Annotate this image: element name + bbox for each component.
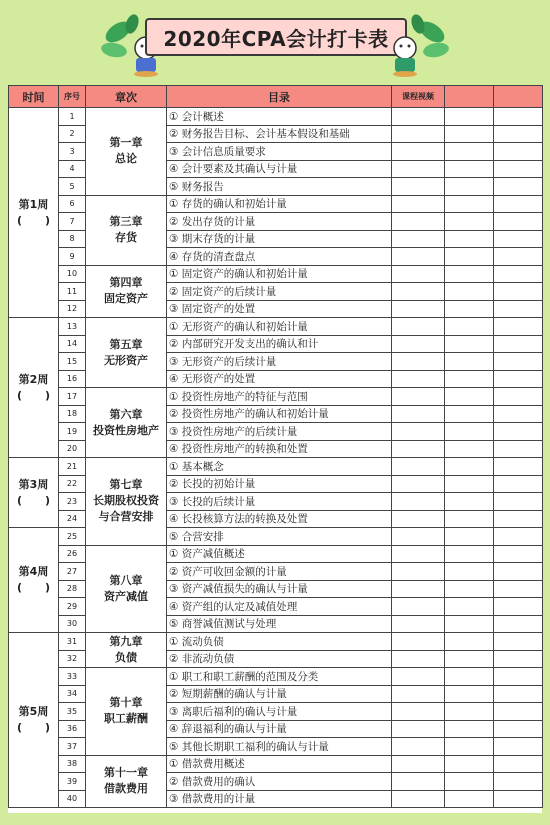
checkin-cell[interactable] — [445, 370, 494, 388]
row-index: 1 — [59, 108, 86, 126]
chapter-title: 资产减值 — [104, 589, 148, 603]
checkin-cell[interactable] — [494, 738, 543, 756]
chapter-cell — [86, 458, 167, 546]
checkin-cell[interactable] — [494, 720, 543, 738]
contents-item: ① 无形资产的确认和初始计量 — [167, 318, 392, 336]
chapter-cell — [86, 108, 167, 196]
course-video-checkbox-cell[interactable] — [392, 160, 445, 178]
contents-item: ① 固定资产的确认和初始计量 — [167, 265, 392, 283]
contents-item: ② 财务报告目标、会计基本假设和基础 — [167, 125, 392, 143]
chapter-cell — [86, 755, 167, 808]
table-row — [9, 265, 543, 283]
checkin-cell[interactable] — [445, 388, 494, 406]
contents-item: ③ 借款费用的计量 — [167, 790, 392, 808]
contents-item: ③ 离职后福利的确认与计量 — [167, 703, 392, 721]
contents-item: ② 长投的初始计量 — [167, 475, 392, 493]
checkin-cell[interactable] — [494, 545, 543, 563]
chapter-cell — [86, 633, 167, 668]
checkin-cell[interactable] — [445, 720, 494, 738]
table-row — [9, 668, 543, 686]
checkin-cell[interactable] — [494, 668, 543, 686]
checkin-cell[interactable] — [494, 248, 543, 266]
checkin-cell[interactable] — [445, 300, 494, 318]
row-index: 23 — [59, 493, 86, 511]
checkin-cell[interactable] — [445, 405, 494, 423]
checkin-cell[interactable] — [494, 563, 543, 581]
row-index: 30 — [59, 615, 86, 633]
checkin-cell[interactable] — [445, 668, 494, 686]
checkin-cell[interactable] — [494, 580, 543, 598]
chapter-title: 负债 — [115, 651, 137, 664]
course-video-checkbox-cell[interactable] — [392, 335, 445, 353]
course-video-checkbox-cell[interactable] — [392, 440, 445, 458]
row-index: 21 — [59, 458, 86, 476]
course-video-checkbox-cell[interactable] — [392, 283, 445, 301]
row-index: 14 — [59, 335, 86, 353]
checkin-cell[interactable] — [494, 300, 543, 318]
course-video-checkbox-cell[interactable] — [392, 230, 445, 248]
checkin-sheet — [8, 85, 542, 813]
checkin-cell[interactable] — [445, 755, 494, 773]
checkin-cell[interactable] — [494, 335, 543, 353]
week-cell — [9, 108, 59, 318]
contents-item: ③ 资产减值损失的确认与计量 — [167, 580, 392, 598]
course-video-checkbox-cell[interactable] — [392, 668, 445, 686]
chapter-title-line2: 与合营安排 — [98, 510, 154, 524]
table-row — [9, 318, 543, 336]
row-index: 5 — [59, 178, 86, 196]
header-chapter: 章次 — [86, 86, 167, 108]
row-index: 4 — [59, 160, 86, 178]
checkin-cell[interactable] — [445, 493, 494, 511]
contents-item: ① 基本概念 — [167, 458, 392, 476]
course-video-checkbox-cell[interactable] — [392, 580, 445, 598]
row-index: 38 — [59, 755, 86, 773]
course-video-checkbox-cell[interactable] — [392, 423, 445, 441]
checkin-cell[interactable] — [445, 510, 494, 528]
page-title: 2020年CPA会计打卡表 — [163, 26, 389, 51]
checkin-cell[interactable] — [494, 790, 543, 808]
chapter-title: 长期股权投资 — [93, 494, 159, 508]
chapter-cell — [86, 318, 167, 388]
course-video-checkbox-cell[interactable] — [392, 125, 445, 143]
title-banner — [145, 18, 407, 56]
course-video-checkbox-cell[interactable] — [392, 108, 445, 126]
table-row — [9, 458, 543, 476]
course-video-checkbox-cell[interactable] — [392, 493, 445, 511]
week-cell — [9, 318, 59, 458]
checkin-cell[interactable] — [494, 143, 543, 161]
checkin-cell[interactable] — [494, 283, 543, 301]
row-index: 37 — [59, 738, 86, 756]
contents-item: ② 短期薪酬的确认与计量 — [167, 685, 392, 703]
checkin-cell[interactable] — [494, 440, 543, 458]
course-video-checkbox-cell[interactable] — [392, 143, 445, 161]
course-video-checkbox-cell[interactable] — [392, 178, 445, 196]
course-video-checkbox-cell[interactable] — [392, 790, 445, 808]
checkin-cell[interactable] — [445, 440, 494, 458]
checkin-cell[interactable] — [494, 108, 543, 126]
row-index: 26 — [59, 545, 86, 563]
row-index: 22 — [59, 475, 86, 493]
course-video-checkbox-cell[interactable] — [392, 318, 445, 336]
checkin-cell[interactable] — [494, 370, 543, 388]
chapter-number: 第六章 — [109, 407, 143, 421]
contents-item: ④ 长投核算方法的转换及处置 — [167, 510, 392, 528]
checkin-cell[interactable] — [494, 703, 543, 721]
row-index: 16 — [59, 370, 86, 388]
checkin-cell[interactable] — [494, 423, 543, 441]
contents-item: ② 借款费用的确认 — [167, 773, 392, 791]
checkin-cell[interactable] — [494, 528, 543, 546]
chapter-title: 总论 — [115, 152, 137, 166]
row-index: 34 — [59, 685, 86, 703]
row-index: 17 — [59, 388, 86, 406]
table-row — [9, 545, 543, 563]
row-index: 18 — [59, 405, 86, 423]
checkin-cell[interactable] — [494, 773, 543, 791]
contents-item: ④ 存货的清查盘点 — [167, 248, 392, 266]
checkin-cell[interactable] — [445, 423, 494, 441]
row-index: 8 — [59, 230, 86, 248]
checkin-cell[interactable] — [445, 143, 494, 161]
chapter-title: 投资性房地产 — [93, 423, 159, 437]
checkin-cell[interactable] — [445, 790, 494, 808]
table-row — [9, 195, 543, 213]
plant-mascot-right-decoration — [375, 12, 450, 84]
contents-item: ③ 会计信息质量要求 — [167, 143, 392, 161]
checkin-cell[interactable] — [494, 160, 543, 178]
contents-item: ② 投资性房地产的确认和初始计量 — [167, 405, 392, 423]
row-index: 20 — [59, 440, 86, 458]
course-video-checkbox-cell[interactable] — [392, 703, 445, 721]
checkin-cell[interactable] — [445, 545, 494, 563]
row-index: 31 — [59, 633, 86, 651]
course-video-checkbox-cell[interactable] — [392, 755, 445, 773]
course-video-checkbox-cell[interactable] — [392, 545, 445, 563]
contents-item: ④ 辞退福利的确认与计量 — [167, 720, 392, 738]
checkin-cell[interactable] — [445, 195, 494, 213]
contents-item: ⑤ 商誉减值测试与处理 — [167, 615, 392, 633]
chapter-cell — [86, 195, 167, 265]
contents-item: ③ 长投的后续计量 — [167, 493, 392, 511]
checkin-cell[interactable] — [494, 353, 543, 371]
checkin-cell[interactable] — [445, 160, 494, 178]
week-label: 第4周 — [18, 565, 49, 578]
course-video-checkbox-cell[interactable] — [392, 405, 445, 423]
chapter-title: 借款费用 — [104, 782, 148, 796]
checkin-cell[interactable] — [494, 633, 543, 651]
contents-item: ④ 会计要素及其确认与计量 — [167, 160, 392, 178]
course-video-checkbox-cell[interactable] — [392, 773, 445, 791]
checkin-cell[interactable] — [445, 335, 494, 353]
checkin-cell[interactable] — [445, 633, 494, 651]
table-row — [9, 388, 543, 406]
chapter-number: 第七章 — [109, 478, 143, 492]
row-index: 32 — [59, 650, 86, 668]
checkin-cell[interactable] — [494, 475, 543, 493]
course-video-checkbox-cell[interactable] — [392, 528, 445, 546]
header-contents: 目录 — [167, 86, 392, 108]
checkin-cell[interactable] — [494, 510, 543, 528]
header-blank-2 — [494, 86, 543, 108]
week-cell — [9, 458, 59, 528]
row-index: 28 — [59, 580, 86, 598]
course-video-checkbox-cell[interactable] — [392, 615, 445, 633]
chapter-number: 第八章 — [109, 573, 143, 587]
contents-item: ④ 无形资产的处置 — [167, 370, 392, 388]
row-index: 19 — [59, 423, 86, 441]
contents-item: ② 非流动负债 — [167, 650, 392, 668]
contents-item: ② 资产可收回金额的计量 — [167, 563, 392, 581]
row-index: 2 — [59, 125, 86, 143]
row-index: 11 — [59, 283, 86, 301]
course-video-checkbox-cell[interactable] — [392, 738, 445, 756]
row-index: 33 — [59, 668, 86, 686]
course-video-checkbox-cell[interactable] — [392, 195, 445, 213]
checkin-cell[interactable] — [445, 773, 494, 791]
checkin-cell[interactable] — [445, 248, 494, 266]
checkin-cell[interactable] — [445, 685, 494, 703]
chapter-cell — [86, 388, 167, 458]
checkin-cell[interactable] — [494, 388, 543, 406]
row-index: 24 — [59, 510, 86, 528]
contents-item: ⑤ 合营安排 — [167, 528, 392, 546]
week-date-blank: ( ) — [16, 493, 51, 507]
checkin-cell[interactable] — [445, 265, 494, 283]
checkin-cell[interactable] — [445, 563, 494, 581]
row-index: 13 — [59, 318, 86, 336]
contents-item: ③ 期末存货的计量 — [167, 230, 392, 248]
checkin-cell[interactable] — [445, 108, 494, 126]
row-index: 15 — [59, 353, 86, 371]
chapter-cell — [86, 545, 167, 633]
course-video-checkbox-cell[interactable] — [392, 265, 445, 283]
row-index: 29 — [59, 598, 86, 616]
week-label: 第3周 — [18, 477, 49, 491]
header-index: 序号 — [59, 86, 86, 108]
row-index: 3 — [59, 143, 86, 161]
contents-item: ③ 投资性房地产的后续计量 — [167, 423, 392, 441]
chapter-number: 第一章 — [109, 136, 143, 150]
checkin-cell[interactable] — [445, 598, 494, 616]
course-video-checkbox-cell[interactable] — [392, 353, 445, 371]
course-video-checkbox-cell[interactable] — [392, 458, 445, 476]
contents-item: ③ 无形资产的后续计量 — [167, 353, 392, 371]
checkin-cell[interactable] — [445, 475, 494, 493]
checkin-cell[interactable] — [494, 178, 543, 196]
header-blank-1 — [445, 86, 494, 108]
contents-item: ① 资产减值概述 — [167, 545, 392, 563]
chapter-cell — [86, 668, 167, 756]
contents-item: ① 投资性房地产的特征与范围 — [167, 388, 392, 406]
chapter-title: 存货 — [115, 231, 137, 244]
checkin-cell[interactable] — [494, 755, 543, 773]
course-video-checkbox-cell[interactable] — [392, 685, 445, 703]
row-index: 12 — [59, 300, 86, 318]
checkin-cell[interactable] — [445, 580, 494, 598]
course-video-checkbox-cell[interactable] — [392, 248, 445, 266]
chapter-number: 第五章 — [109, 337, 143, 351]
row-index: 40 — [59, 790, 86, 808]
week-cell — [9, 528, 59, 633]
checkin-cell[interactable] — [445, 318, 494, 336]
contents-item: ① 会计概述 — [167, 108, 392, 126]
checkin-cell[interactable] — [445, 353, 494, 371]
checkin-cell[interactable] — [494, 650, 543, 668]
checkin-cell[interactable] — [494, 213, 543, 231]
week-date-blank: ( ) — [16, 721, 51, 734]
checkin-cell[interactable] — [445, 615, 494, 633]
checkin-cell[interactable] — [494, 685, 543, 703]
course-video-checkbox-cell[interactable] — [392, 300, 445, 318]
checkin-cell[interactable] — [445, 528, 494, 546]
checkin-cell[interactable] — [445, 230, 494, 248]
course-video-checkbox-cell[interactable] — [392, 370, 445, 388]
contents-item: ① 职工和职工薪酬的范围及分类 — [167, 668, 392, 686]
contents-item: ③ 固定资产的处置 — [167, 300, 392, 318]
row-index: 39 — [59, 773, 86, 791]
contents-item: ④ 资产组的认定及减值处理 — [167, 598, 392, 616]
course-video-checkbox-cell[interactable] — [392, 213, 445, 231]
row-index: 7 — [59, 213, 86, 231]
row-index: 6 — [59, 195, 86, 213]
checkin-cell[interactable] — [445, 283, 494, 301]
checkin-cell[interactable] — [494, 598, 543, 616]
row-index: 10 — [59, 265, 86, 283]
checkin-cell[interactable] — [445, 738, 494, 756]
contents-item: ⑤ 财务报告 — [167, 178, 392, 196]
course-video-checkbox-cell[interactable] — [392, 650, 445, 668]
week-cell — [9, 633, 59, 808]
course-video-checkbox-cell[interactable] — [392, 720, 445, 738]
checkin-cell[interactable] — [494, 405, 543, 423]
chapter-number: 第九章 — [109, 635, 143, 648]
chapter-title: 无形资产 — [104, 353, 148, 367]
checkin-cell[interactable] — [445, 125, 494, 143]
chapter-cell — [86, 265, 167, 318]
table-header-row — [9, 86, 543, 108]
chapter-number: 第十一章 — [104, 766, 148, 780]
contents-item: ② 固定资产的后续计量 — [167, 283, 392, 301]
contents-item: ① 借款费用概述 — [167, 755, 392, 773]
week-label: 第2周 — [18, 372, 49, 386]
checkin-cell[interactable] — [494, 493, 543, 511]
checkin-cell[interactable] — [445, 650, 494, 668]
checkin-cell[interactable] — [445, 213, 494, 231]
chapter-title: 职工薪酬 — [104, 712, 148, 726]
checkin-cell[interactable] — [494, 195, 543, 213]
checkin-cell[interactable] — [494, 615, 543, 633]
chapter-title: 固定资产 — [104, 292, 148, 306]
contents-item: ② 内部研究开发支出的确认和计 — [167, 335, 392, 353]
chapter-number: 第三章 — [109, 215, 143, 228]
checkin-cell[interactable] — [494, 265, 543, 283]
chapter-number: 第十章 — [109, 696, 143, 710]
week-date-blank: ( ) — [16, 581, 51, 594]
course-video-checkbox-cell[interactable] — [392, 563, 445, 581]
chapter-number: 第四章 — [109, 276, 143, 290]
course-video-checkbox-cell[interactable] — [392, 510, 445, 528]
row-index: 35 — [59, 703, 86, 721]
course-video-checkbox-cell[interactable] — [392, 598, 445, 616]
table-row — [9, 633, 543, 651]
course-video-checkbox-cell[interactable] — [392, 475, 445, 493]
week-date-blank: ( ) — [16, 213, 51, 227]
checkin-table — [8, 85, 543, 808]
course-video-checkbox-cell[interactable] — [392, 633, 445, 651]
contents-item: ④ 投资性房地产的转换和处置 — [167, 440, 392, 458]
header-course-video: 课程视频 — [392, 86, 445, 108]
week-label: 第5周 — [18, 705, 49, 718]
row-index: 9 — [59, 248, 86, 266]
checkin-cell[interactable] — [445, 178, 494, 196]
checkin-cell[interactable] — [494, 318, 543, 336]
header-time: 时间 — [9, 86, 59, 108]
contents-item: ① 存货的确认和初始计量 — [167, 195, 392, 213]
row-index: 25 — [59, 528, 86, 546]
table-row — [9, 108, 543, 126]
contents-item: ② 发出存货的计量 — [167, 213, 392, 231]
checkin-cell[interactable] — [494, 230, 543, 248]
checkin-cell[interactable] — [445, 703, 494, 721]
row-index: 27 — [59, 563, 86, 581]
row-index: 36 — [59, 720, 86, 738]
checkin-cell[interactable] — [494, 125, 543, 143]
contents-item: ⑤ 其他长期职工福利的确认与计量 — [167, 738, 392, 756]
week-date-blank: ( ) — [16, 388, 51, 402]
course-video-checkbox-cell[interactable] — [392, 388, 445, 406]
checkin-cell[interactable] — [494, 458, 543, 476]
week-label: 第1周 — [18, 197, 49, 211]
table-row — [9, 755, 543, 773]
checkin-cell[interactable] — [445, 458, 494, 476]
contents-item: ① 流动负债 — [167, 633, 392, 651]
